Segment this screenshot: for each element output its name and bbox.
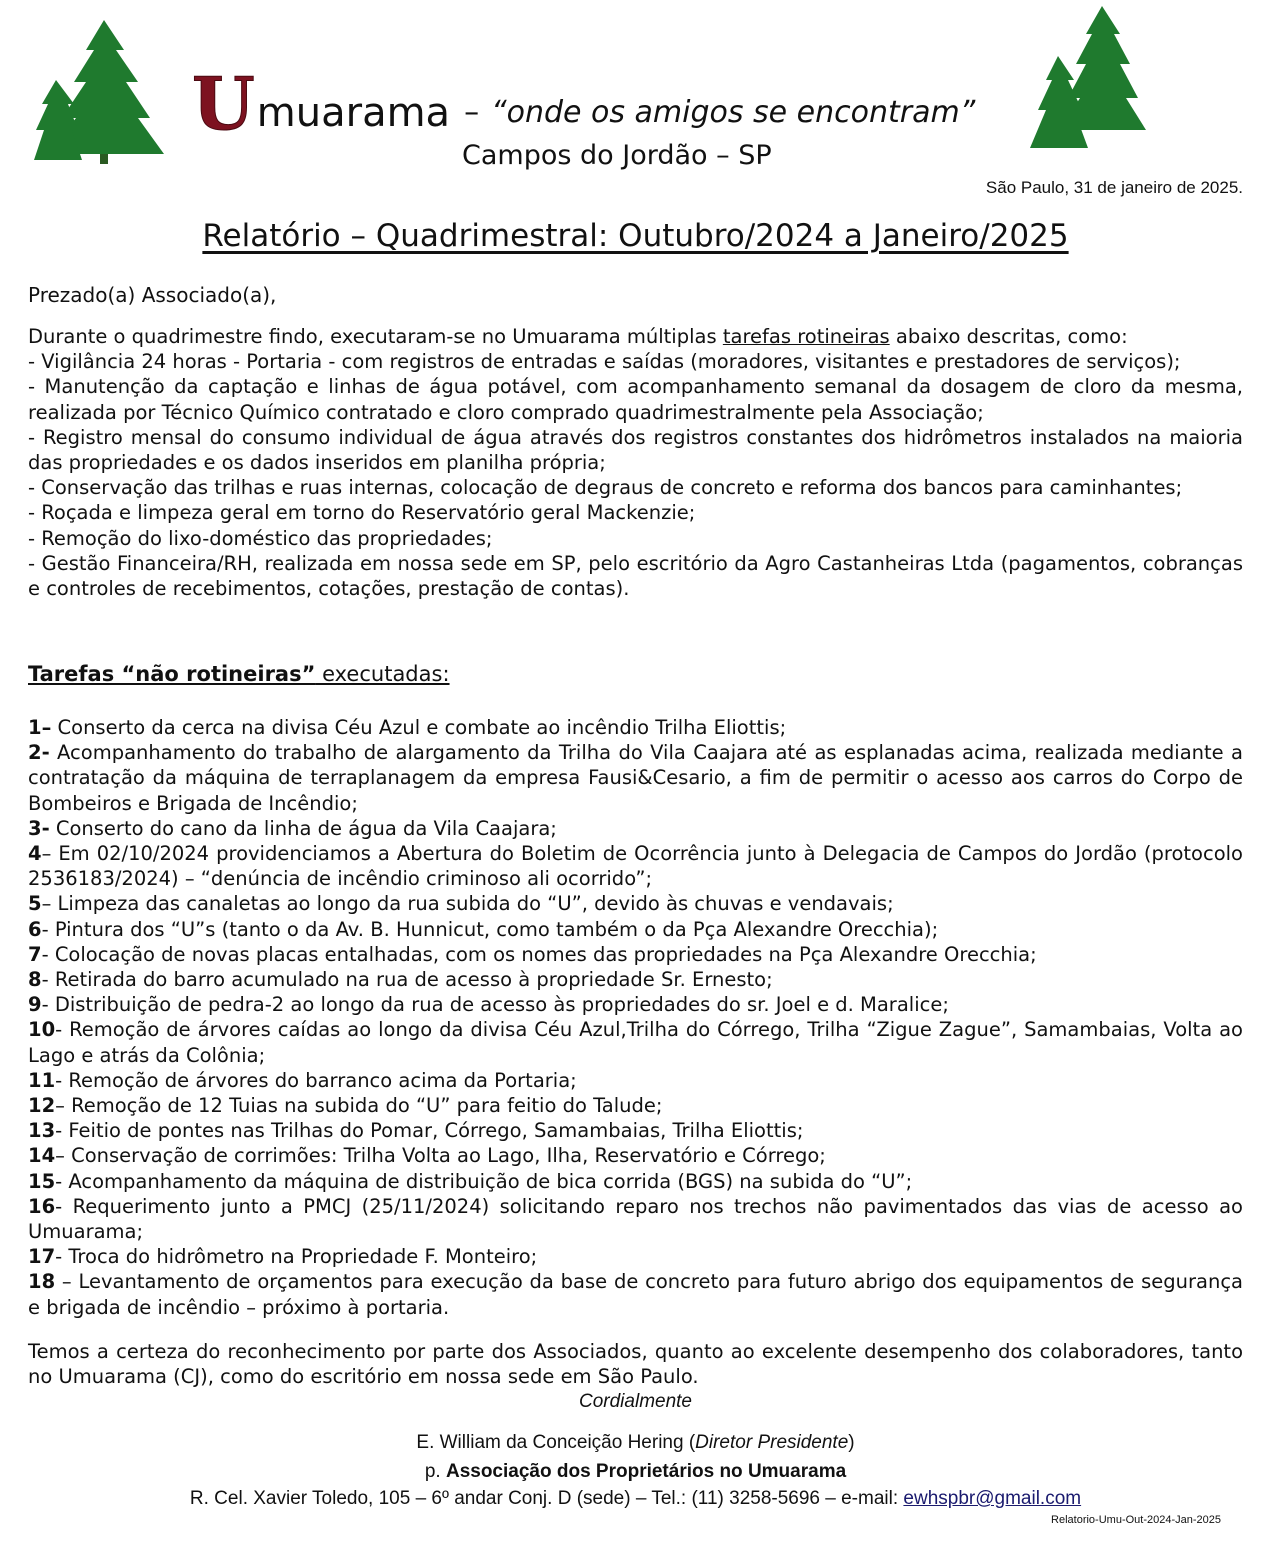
task-text: Acompanhamento do trabalho de alargamento da Trilha do Vila Caajara até as esplanadas acima, realizada mediante a contratação da máquina de terraplanagem da empresa Fausi&Cesario, a fim de permitir o acesso aos carros do Corpo de Bombeiros e Brigada de Incêndio; xyxy=(28,741,1243,815)
brand-logo-initial: U xyxy=(192,61,255,146)
task-item xyxy=(28,1017,1243,1067)
task-item xyxy=(28,992,1243,1017)
task-number: 17 xyxy=(28,1245,56,1269)
routine-intro-text: Durante o quadrimestre findo, executaram-se no Umuarama múltiplas xyxy=(28,325,723,348)
task-number: 18 xyxy=(28,1270,56,1294)
signatory-name-text: E. William da Conceição Hering ( xyxy=(416,1432,696,1453)
pine-trees-right-icon xyxy=(1030,6,1160,156)
brand-city: Campos do Jordão – SP xyxy=(462,140,772,171)
routine-item: - Registro mensal do consumo individual de água através dos registros constantes dos hidrômetros instalados na maioria das propriedades e os dados inseridos em planilha própria; xyxy=(28,425,1243,475)
task-item xyxy=(28,967,1243,992)
task-number: 11 xyxy=(28,1068,56,1092)
task-item xyxy=(28,1194,1243,1244)
non-routine-heading xyxy=(28,662,450,686)
task-text: - Colocação de novas placas entalhadas, com os nomes das propriedades na Pça Alexandre Orecchia; xyxy=(41,942,1037,966)
task-item xyxy=(28,1169,1243,1194)
task-text: - Feitio de pontes nas Trilhas do Pomar, Córrego, Samambaias, Trilha Eliottis; xyxy=(55,1119,804,1143)
task-item xyxy=(28,917,1243,942)
task-number: 9 xyxy=(28,993,42,1017)
task-number: 12 xyxy=(28,1094,56,1118)
task-number: 2- xyxy=(28,741,50,765)
task-item xyxy=(28,1093,1243,1118)
routine-item: - Manutenção da captação e linhas de água potável, com acompanhamento semanal da dosagem de cloro da mesma, realizada por Técnico Químico contratado e cloro comprado quadrimestralmente pela Associação; xyxy=(28,375,1243,424)
letter-date: São Paulo, 31 de janeiro de 2025. xyxy=(985,178,1243,197)
brand-name: muarama xyxy=(256,90,451,136)
non-routine-list xyxy=(28,715,1243,1320)
task-number: 8 xyxy=(28,968,42,992)
task-item xyxy=(28,1244,1243,1269)
signatory-name-close: ) xyxy=(848,1432,855,1453)
brand-line xyxy=(192,61,976,146)
routine-section xyxy=(28,324,1243,601)
organization-line xyxy=(0,1461,1271,1483)
signatory-name xyxy=(0,1432,1271,1454)
task-item xyxy=(28,1068,1243,1093)
non-routine-heading-bold: Tarefas “não rotineiras” xyxy=(28,662,316,686)
task-text: - Acompanhamento da máquina de distribuição de bica corrida (BGS) na subida do “U”; xyxy=(55,1169,913,1193)
organization-prefix: p. xyxy=(424,1461,446,1482)
routine-item: - Remoção do lixo-doméstico das propriedades; xyxy=(28,526,493,550)
signatory-role: Diretor Presidente xyxy=(695,1432,849,1453)
closing-paragraph: Temos a certeza do reconhecimento por parte dos Associados, quanto ao excelente desempenho dos colaboradores, tanto no Umuarama (CJ), como do escritório em nossa sede em São Paulo. xyxy=(28,1340,1243,1389)
task-text: Conserto do cano da linha de água da Vila Caajara; xyxy=(49,816,557,840)
task-number: 7 xyxy=(28,942,42,966)
task-text: – Em 02/10/2024 providenciamos a Abertura do Boletim de Ocorrência junto à Delegacia de Campos do Jordão (protocolo 2536183/2024) – “denúncia de incêndio criminoso ali ocorrido”; xyxy=(28,842,1243,891)
routine-item: - Roçada e limpeza geral em torno do Reservatório geral Mackenzie; xyxy=(28,501,696,525)
task-item xyxy=(28,740,1243,816)
task-item xyxy=(28,841,1243,891)
task-number: 6 xyxy=(28,917,42,941)
email-link[interactable]: ewhspbr@gmail.com xyxy=(903,1488,1082,1509)
routine-item: - Conservação das trilhas e ruas internas, colocação de degraus de concreto e reforma dos bancos para caminhantes; xyxy=(28,476,1183,500)
task-item xyxy=(28,942,1243,967)
task-item xyxy=(28,816,1243,841)
brand-slogan: “onde os amigos se encontram” xyxy=(491,95,976,130)
non-routine-heading-rest: executadas: xyxy=(315,662,450,686)
report-title: Relatório – Quadrimestral: Outubro/2024 a Janeiro/2025 xyxy=(202,218,1069,254)
task-number: 14 xyxy=(28,1144,56,1168)
task-text: - Distribuição de pedra-2 ao longo da rua de acesso às propriedades do sr. Joel e d. Maralice; xyxy=(41,993,949,1017)
task-number: 16 xyxy=(28,1194,56,1218)
task-text: - Requerimento junto a PMCJ (25/11/2024) solicitando reparo nos trechos não pavimentados das vias de acesso ao Umuarama; xyxy=(28,1194,1243,1244)
task-text: – Remoção de 12 Tuias na subida do “U” para feitio do Talude; xyxy=(55,1094,663,1118)
task-text: – Limpeza das canaletas ao longo da rua subida do “U”, devido às chuvas e vendavais; xyxy=(41,892,894,916)
task-number: 3- xyxy=(28,816,50,840)
task-number: 13 xyxy=(28,1119,56,1143)
routine-item: - Gestão Financeira/RH, realizada em nossa sede em SP, pelo escritório da Agro Castanheiras Ltda (pagamentos, cobranças e controles de recebimentos, cotações, prestação de contas). xyxy=(28,551,1243,601)
task-item xyxy=(28,1143,1243,1168)
greeting: Prezado(a) Associado(a), xyxy=(28,283,277,307)
task-text: - Remoção de árvores caídas ao longo da divisa Céu Azul,Trilha do Córrego, Trilha “Zigue Zague”, Samambaias, Volta ao Lago e atrás da Colônia; xyxy=(28,1018,1243,1067)
task-number: 5 xyxy=(28,892,42,916)
routine-intro xyxy=(28,324,1243,349)
task-number: 1– xyxy=(28,716,52,739)
task-text: - Troca do hidrômetro na Propriedade F. Monteiro; xyxy=(55,1245,538,1269)
task-text: - Retirada do barro acumulado na rua de acesso à propriedade Sr. Ernesto; xyxy=(41,968,773,992)
task-number: 4 xyxy=(28,842,42,866)
task-text: – Conservação de corrimões: Trilha Volta ao Lago, Ilha, Reservatório e Córrego; xyxy=(55,1144,826,1168)
closing-salutation: Cordialmente xyxy=(579,1391,692,1412)
organization-name: Associação dos Proprietários no Umuarama xyxy=(445,1461,847,1482)
brand-separator: – xyxy=(464,95,480,130)
address-text: R. Cel. Xavier Toledo, 105 – 6º andar Conj. D (sede) – Tel.: (11) 3258-5696 – e-mail: xyxy=(189,1488,904,1509)
task-item xyxy=(28,715,1243,740)
task-text: - Remoção de árvores do barranco acima da Portaria; xyxy=(55,1068,577,1092)
task-text: Conserto da cerca na divisa Céu Azul e combate ao incêndio Trilha Eliottis; xyxy=(51,716,787,739)
task-item xyxy=(28,891,1243,916)
task-item xyxy=(28,1118,1243,1143)
task-item xyxy=(28,1269,1243,1319)
address-line xyxy=(0,1488,1271,1510)
file-reference: Relatorio-Umu-Out-2024-Jan-2025 xyxy=(1051,1514,1221,1526)
routine-item: - Vigilância 24 horas - Portaria - com registros de entradas e saídas (moradores, visitantes e prestadores de serviços); xyxy=(28,350,1181,374)
task-number: 10 xyxy=(28,1018,56,1042)
task-text: – Levantamento de orçamentos para execução da base de concreto para futuro abrigo dos equipamentos de segurança e brigada de incêndio – próximo à portaria. xyxy=(28,1270,1243,1319)
task-text: - Pintura dos “U”s (tanto o da Av. B. Hunnicut, como também o da Pça Alexandre Orecchia); xyxy=(41,917,939,941)
task-number: 15 xyxy=(28,1169,56,1193)
routine-intro-text-end: abaixo descritas, como: xyxy=(889,325,1128,348)
routine-intro-emphasis: tarefas rotineiras xyxy=(722,325,890,348)
pine-trees-left-icon xyxy=(34,20,174,165)
